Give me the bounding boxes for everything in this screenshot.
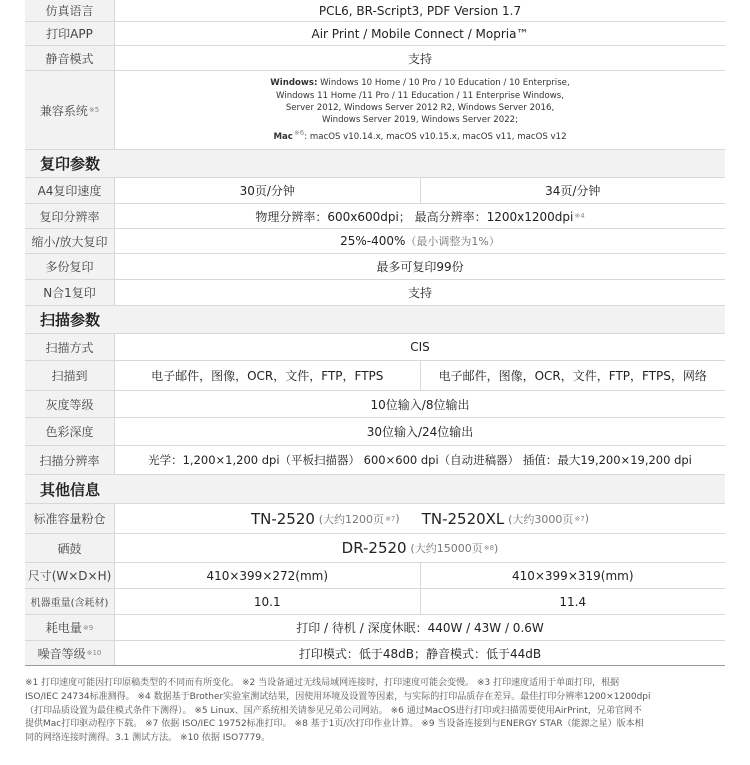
row-value-right: 34页/分钟	[420, 178, 726, 203]
row-label: 扫描到	[25, 361, 115, 390]
row-value-right: 11.4	[420, 589, 726, 614]
footnote-line: ※1 打印速度可能因打印原稿类型的不同而有所变化。 ※2 当设备通过无线局域网连接时，打印速度可能会变慢。 ※3 打印速度适用于单面打印，根据	[25, 678, 620, 688]
row-value: PCL6, BR-Script3, PDF Version 1.7	[318, 3, 522, 18]
row-value: 光学：1,200×1,200 dpi（平板扫描器） 600×600 dpi（自动进稿器） 插值：最大19,200×19,200 dpi	[148, 453, 692, 467]
row-value-left: 10.1	[253, 594, 281, 609]
row-label: 硒鼓	[25, 534, 115, 562]
spec-row-scan-to	[25, 361, 725, 391]
row-value: 支持	[407, 286, 432, 300]
row-label: 色彩深度	[25, 418, 115, 445]
spec-row-multi-copy	[25, 254, 725, 280]
spec-row-zoom	[25, 229, 725, 254]
footnote-line: （打印品质设置为最佳模式条件下测得）。 ※5 Linux、国产系统相关请参见兄弟公司网站。 ※6 通过MacOS进行打印或扫描需要使用AirPrint，兄弟官网不	[25, 705, 642, 716]
section-title-copy: 复印参数	[25, 150, 725, 178]
row-label: 多份复印	[25, 254, 115, 279]
spec-row-compatibility	[25, 71, 725, 150]
row-value: Air Print / Mobile Connect / Mopria™	[311, 26, 529, 41]
row-label: N合1复印	[25, 280, 115, 305]
spec-row-toner	[25, 504, 725, 534]
row-label: 扫描分辨率	[25, 446, 115, 474]
row-value: 30位输入/24位输出	[366, 425, 474, 439]
spec-row-weight	[25, 589, 725, 615]
mac-key: Mac	[273, 131, 293, 142]
section-title-other: 其他信息	[25, 475, 725, 504]
row-value: 打印模式：低于48dB；静音模式：低于44dB	[298, 646, 542, 661]
spec-row-power	[25, 615, 725, 641]
footnote-line: 同的网络连接时测得。3.1 测试方法。 ※10 依据 ISO7779。	[25, 733, 271, 744]
spec-row-drum	[25, 534, 725, 563]
row-label: 标准容量粉仓	[25, 504, 115, 533]
spec-row-gray-scale	[25, 391, 725, 418]
footnote-line: ISO/IEC 24734标准测得。 ※4 数据基于Brother实验室测试结果，因使用环境及设置等因素，与实际的打印品质存在差异。最佳打印分辨率1200×1200dpi	[25, 691, 651, 702]
row-value: 10位输入/8位输出	[370, 397, 470, 412]
row-label: A4复印速度	[25, 178, 115, 203]
row-label: 灰度等级	[25, 391, 115, 417]
spec-row-color-depth	[25, 418, 725, 446]
row-label: 机器重量(含耗材)	[25, 589, 115, 614]
row-label: 缩小/放大复印	[25, 229, 115, 253]
row-value: 25%-400% （最小调整为1%）	[340, 234, 500, 248]
row-value: CIS	[410, 340, 430, 354]
section-title-scan: 扫描参数	[25, 306, 725, 334]
row-label: 扫描方式	[25, 334, 115, 360]
row-value-right: 410×399×319(mm)	[420, 563, 726, 588]
row-value-left: 电子邮件，图像，OCR，文件，FTP，FTPS	[151, 369, 384, 383]
compat-value	[115, 71, 725, 149]
spec-row-print-app	[25, 22, 725, 46]
row-value-left: 410×399×272(mm)	[206, 568, 329, 583]
row-label: 噪音等级 ※10	[25, 641, 115, 665]
toner-model-xl: TN-2520XL	[421, 509, 505, 528]
row-label: 复印分辨率	[25, 204, 115, 228]
spec-row-n-in-1	[25, 280, 725, 306]
row-label: 尺寸(W×D×H)	[25, 563, 115, 588]
row-value: 打印 / 待机 / 深度休眠：440W / 43W / 0.6W	[296, 621, 544, 635]
row-label: 仿真语言	[25, 0, 115, 21]
spec-row-noise	[25, 641, 725, 665]
compat-text: Windows: Windows 10 Home / 10 Pro / 10 Education / 10 Enterprise, Windows 11 Home /11 Pro / 11 Education / 11 Enterprise Windows, Server 2012, Windows Server 2012 R2, Windows Server 2016, Windows Server 2019, Windows Server 2022; Mac$^{※6}$: macOS v10.14.x, macOS v10.15.x, macOS v11, macOS v12	[270, 78, 570, 142]
row-value: 物理分辨率：600x600dpi； 最高分辨率：1200x1200dpi ※4	[255, 209, 585, 224]
row-value: 支持	[407, 51, 432, 66]
row-label: 静音模式	[25, 46, 115, 70]
spec-row-scan-resolution	[25, 446, 725, 475]
row-value-left: 30页/分钟	[239, 184, 295, 198]
row-label: 打印APP	[25, 22, 115, 45]
spec-row-copy-resolution	[25, 204, 725, 229]
row-label: 兼容系统 ※5	[25, 71, 115, 149]
footnote-line: 提供Mac打印驱动程序下载。 ※7 依据 ISO/IEC 19752标准打印。 ※8 基于1页/次打印作业计算。 ※9 当设备连接到与ENERGY STAR（能源之星）版本相	[25, 719, 644, 730]
row-value: 最多可复印99份	[376, 260, 464, 274]
footnotes	[25, 677, 725, 746]
drum-model: DR-2520	[341, 539, 407, 557]
row-label: 耗电量 ※9	[25, 615, 115, 640]
spec-row-scan-method	[25, 334, 725, 361]
row-value-right: 电子邮件，图像，OCR，文件，FTP，FTPS，网络	[420, 361, 726, 390]
toner-model-standard: TN-2520	[250, 509, 315, 528]
row-value: TN-2520 (大约1200页 ※7 ) TN-2520XL (大约3000页 ※7 )	[250, 509, 590, 528]
spec-row-quiet-mode	[25, 46, 725, 71]
spec-row-emulation	[25, 0, 725, 22]
spec-row-dimensions	[25, 563, 725, 589]
windows-key: Windows:	[270, 78, 318, 89]
row-value: DR-2520 (大约15000页 ※8 )	[341, 539, 499, 557]
spec-row-copy-speed	[25, 178, 725, 204]
footer-divider	[25, 665, 725, 666]
